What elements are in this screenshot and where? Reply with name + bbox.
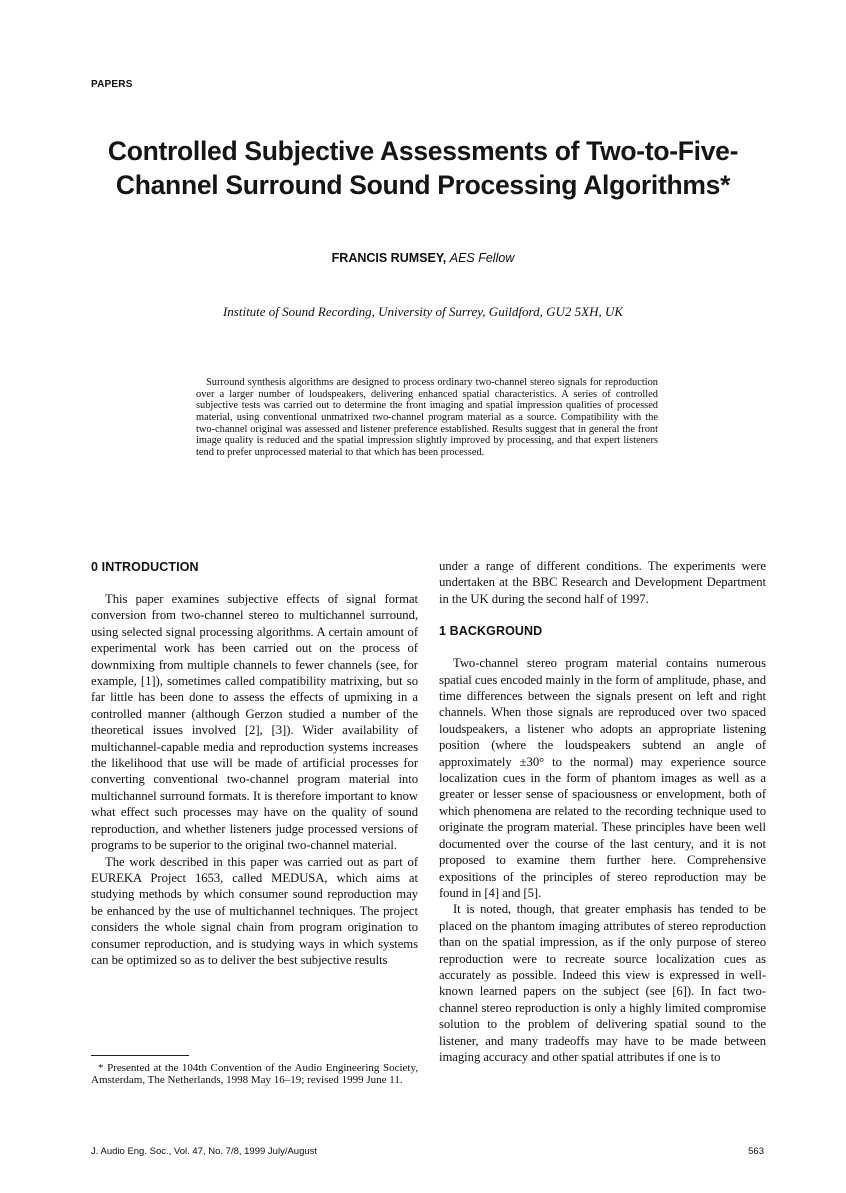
journal-reference: J. Audio Eng. Soc., Vol. 47, No. 7/8, 1999 July/August: [91, 1146, 318, 1157]
paper-title-line-2: Channel Surround Sound Processing Algorithms*: [115, 170, 731, 200]
footnote-divider: [91, 1055, 189, 1056]
paper-title-line-1: Controlled Subjective Assessments of Two-to-Five-: [107, 136, 739, 166]
author-line: [220, 251, 626, 265]
section-label: PAPERS: [91, 79, 133, 90]
author-title: AES Fellow: [449, 251, 515, 265]
section-heading-background: 1 BACKGROUND: [439, 624, 543, 639]
paper-title: [60, 134, 786, 202]
affiliation: Institute of Sound Recording, University of Surrey, Guildford, GU2 5XH, UK: [222, 304, 624, 319]
intro-paragraph-2: The work described in this paper was carried out as part of EUREKA Project 1653, called MEDUSA, which aims at studying methods by which consumer sound reproduction may be enhanced by the use of multichannel techniques. The project considers the whole signal chain from program origination to consumer reproduction, and is studying ways in which systems can be optimized so as to deliver the best subjective results: [91, 854, 418, 967]
footnote: * Presented at the 104th Convention of the Audio Engineering Society, Amsterdam, The Netherlands, 1998 May 16–19; revised 1999 June 11.: [91, 1062, 418, 1087]
intro-paragraph-1: This paper examines subjective effects of signal format conversion from two-channel stereo to multichannel surround, using selected signal processing algorithms. A certain amount of experimental work has been carried out on the process of downmixing from multiple channels to fewer channels (see, for example, [1]), sometimes called compatibility matrixing, but so far little has been done to assess the effects of upmixing in a controlled manner (although Gerzon studied a number of the theoretical issues involved [2], [3]). Wider availability of multichannel-capable media and reproduction systems increases the likelihood that use will be made of artificial processes for converting conventional two-channel program material into multichannel surround formats. It is therefore important to know what effect such processes may have on the quality of sound reproduction, and whether listeners judge processed versions of programs to be superior to the original two-channel material.: [91, 592, 418, 853]
section-heading-introduction: 0 INTRODUCTION: [91, 560, 199, 574]
left-column: [91, 558, 418, 968]
abstract: Surround synthesis algorithms are designed to process ordinary two-channel stereo signals for reproduction over a larger number of loudspeakers, delivering enhanced spatial characteristics. A series of controlled subjective tests was carried out to determine the front imaging and spatial impression qualities of processed material, using conventional unmatrixed two-channel program material as a source. Compatibility with the two-channel original was assessed and listener preference established. Results suggest that in general the front image quality is reduced and the spatial impression slightly improved by processing, and that expert listeners tend to prefer unprocessed material to that which has been processed.: [196, 377, 658, 458]
intro-paragraph-3: under a range of different conditions. The experiments were undertaken at the BBC Research and Development Department in the UK during the second half of 1997.: [439, 559, 766, 606]
page-number: 563: [748, 1146, 764, 1157]
background-paragraph-1: Two-channel stereo program material contains numerous spatial cues encoded mainly in the form of amplitude, phase, and time differences between the signals present on left and right channels. When those signals are reproduced over two spaced loudspeakers, a listener who adopts an appropriate listening position (where the loudspeakers subtend an angle of approximately ±30° to the normal) may experience source localization cues in the form of phantom images as well as a greater or lesser sense of spaciousness or envelopment, both of which phenomena are related to the recording technique used to originate the program material. These principles have been well documented over the course of the last century, and it is not proposed to examine them further here. Comprehensive expositions of the principles of stereo reproduction may be found in [4] and [5].: [439, 656, 766, 900]
background-paragraph-2: It is noted, though, that greater emphasis has tended to be placed on the phantom imaging attributes of stereo reproduction than on the spatial impression, as if the only purpose of stereo reproduction were to recreate source localization cues as accurately as possible. Indeed this view is expressed in well-known learned papers on the subject (see [6]). In fact two-channel stereo reproduction is only a highly limited compromise solution to the problem of delivering spatial sound to the listener, and many tradeoffs may have to be made between imaging accuracy and other spatial attributes if one is to: [439, 902, 766, 1064]
right-column: [439, 558, 766, 1065]
author-name: FRANCIS RUMSEY,: [331, 251, 447, 265]
